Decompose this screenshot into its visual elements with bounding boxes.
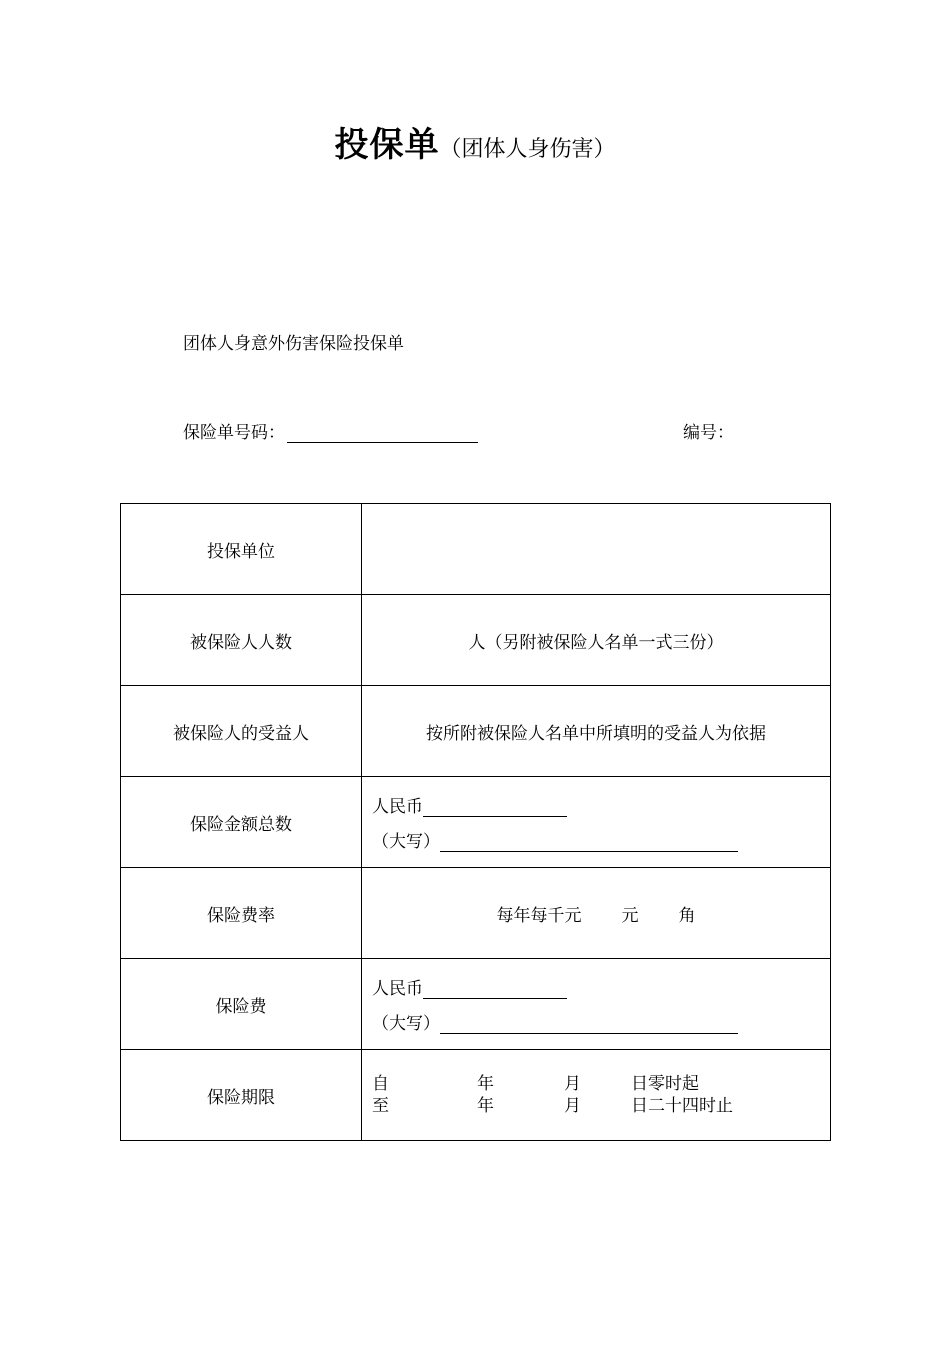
beneficiary-value: 按所附被保险人名单中所填明的受益人为依据 — [362, 686, 831, 777]
applicant-field[interactable] — [362, 504, 831, 595]
period-end-month: 月 — [564, 1096, 581, 1116]
row-insured-count — [121, 595, 831, 686]
rate-per-label: 每年每千元 — [496, 905, 582, 926]
premium-rmb-label: 人民币 — [372, 979, 423, 999]
sum-insured-rmb-label: 人民币 — [372, 797, 423, 817]
title-sub: （团体人身伤害） — [439, 137, 616, 162]
premium-label: 保险费 — [121, 959, 362, 1050]
application-table — [120, 503, 831, 1141]
serial-number-label: 编号： — [683, 423, 734, 443]
applicant-label: 投保单位 — [121, 504, 362, 595]
insured-count-label: 被保险人人数 — [121, 595, 362, 686]
period-label: 保险期限 — [121, 1050, 362, 1141]
policy-number-label: 保险单号码： — [183, 423, 285, 443]
sum-insured-label: 保险金额总数 — [121, 777, 362, 868]
sum-insured-field — [362, 777, 831, 868]
period-field[interactable] — [362, 1050, 831, 1141]
period-start-suffix: 日零时起 — [631, 1074, 699, 1094]
premium-field — [362, 959, 831, 1050]
period-start-month: 月 — [564, 1074, 581, 1094]
insured-count-field[interactable]: 人（另附被保险人名单一式三份） — [362, 595, 831, 686]
period-end-line — [372, 1095, 830, 1117]
policy-number-field[interactable] — [287, 424, 478, 443]
premium-capital-input[interactable] — [440, 1015, 738, 1034]
row-beneficiary — [121, 686, 831, 777]
document-title — [0, 117, 950, 166]
premium-capital-label: （大写） — [372, 1014, 440, 1034]
row-applicant — [121, 504, 831, 595]
period-start-line — [372, 1073, 830, 1095]
rate-jiao-label: 角 — [678, 905, 696, 926]
row-sum-insured — [121, 777, 831, 868]
title-main: 投保单 — [334, 125, 440, 165]
beneficiary-label: 被保险人的受益人 — [121, 686, 362, 777]
period-end-suffix: 日二十四时止 — [631, 1096, 733, 1116]
row-rate — [121, 868, 831, 959]
period-to-label: 至 — [372, 1096, 389, 1116]
sum-insured-rmb-input[interactable] — [423, 798, 567, 817]
sum-insured-capital-label: （大写） — [372, 832, 440, 852]
rate-yuan-label: 元 — [621, 905, 639, 926]
period-start-year: 年 — [477, 1074, 494, 1094]
rate-field[interactable] — [362, 868, 831, 959]
policy-number-row — [183, 418, 478, 443]
rate-label: 保险费率 — [121, 868, 362, 959]
form-subtitle: 团体人身意外伤害保险投保单 — [183, 334, 404, 354]
row-period — [121, 1050, 831, 1141]
row-premium — [121, 959, 831, 1050]
premium-rmb-input[interactable] — [423, 980, 567, 999]
sum-insured-capital-input[interactable] — [440, 833, 738, 852]
period-end-year: 年 — [477, 1096, 494, 1116]
period-from-label: 自 — [372, 1074, 389, 1094]
